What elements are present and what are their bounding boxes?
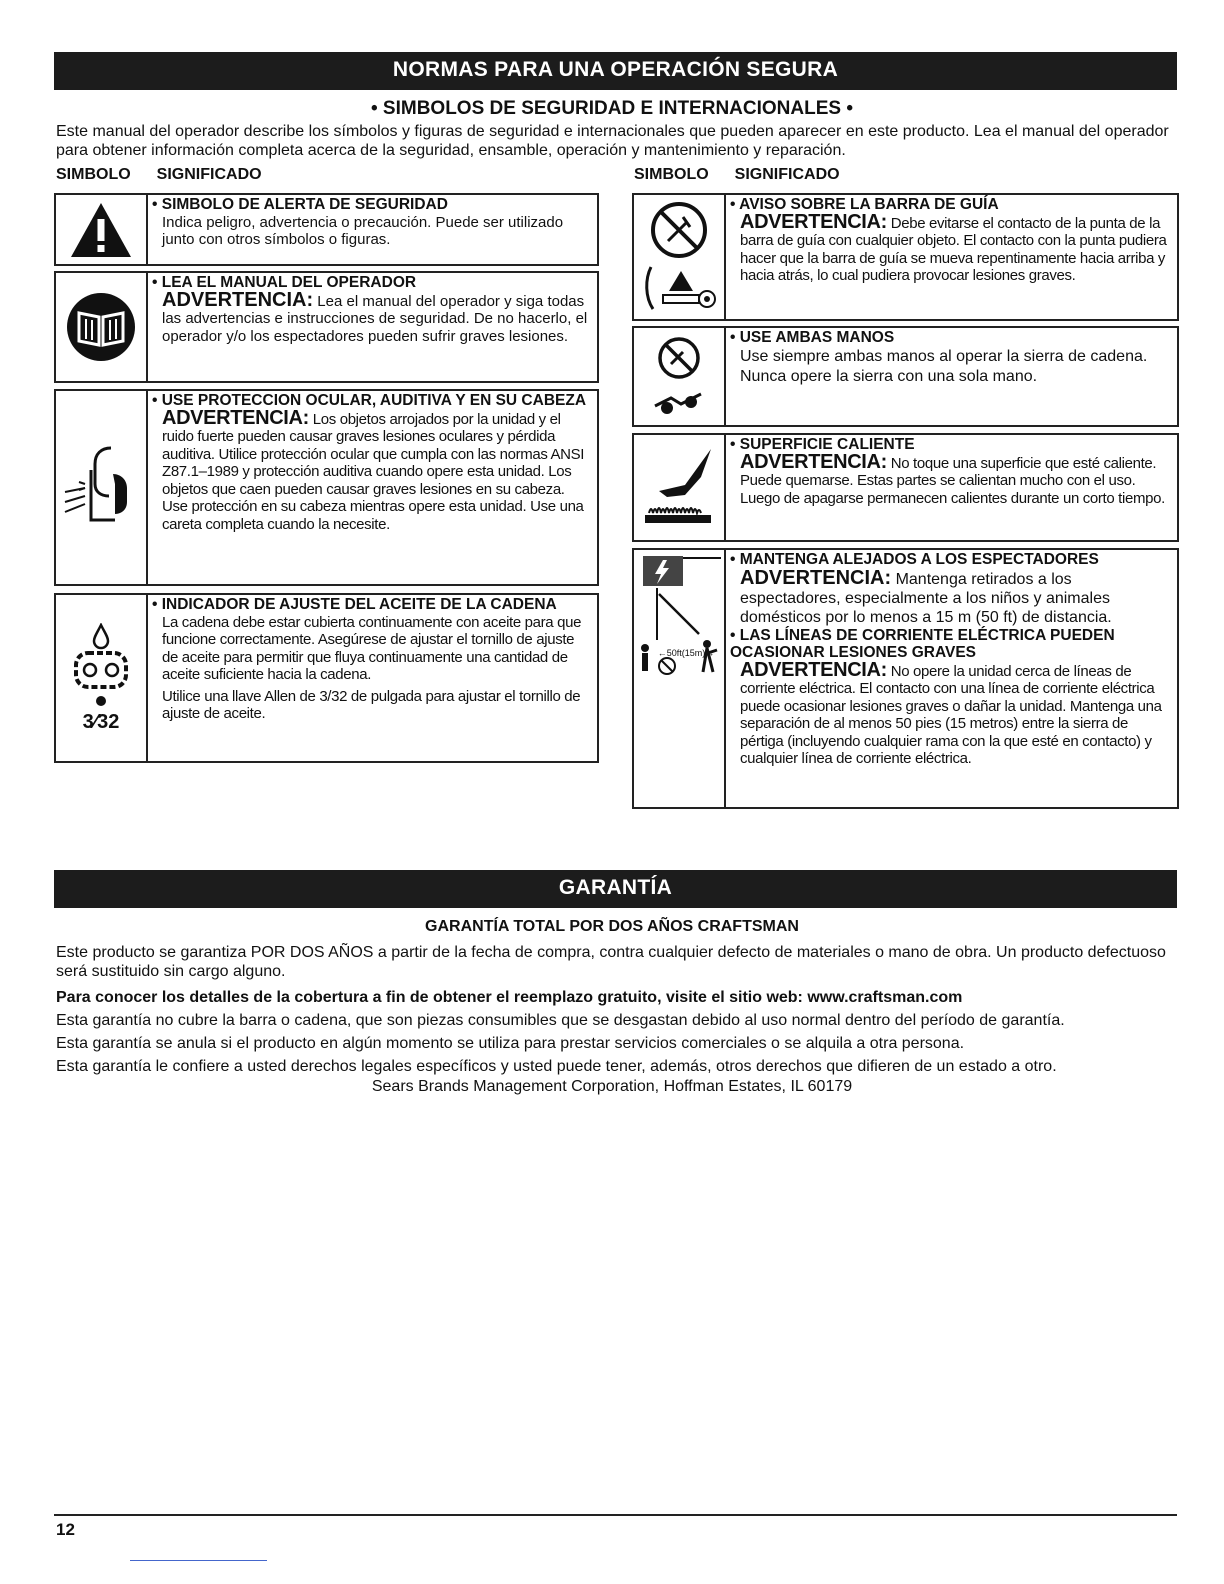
symbol-row-hot-surface (632, 433, 1179, 542)
col-symbol-label: SIMBOLO (634, 166, 709, 183)
item-text: Mantenga retirados a los espectadores, especialmente a los niños y animales domésticos por lo menos a 15 m (50 ft) de distancia. (740, 570, 1112, 626)
item-text: Indica peligro, advertencia o precaución. Puede ser utilizado junto con otros símbolos o figuras. (162, 213, 564, 248)
distance-label: ←50ft(15m)→ (657, 648, 715, 658)
symbol-row-safety-alert (54, 193, 599, 266)
col-meaning-label: SIGNIFICADO (734, 166, 840, 183)
symbol-row-chain-oil-adjustment (54, 593, 599, 763)
meaning-cell (148, 595, 597, 761)
kickback-warning-icon (641, 263, 717, 313)
warranty-paragraph-3: Esta garantía no cubre la barra o cadena, que son piezas consumibles que se desgastan debido al uso normal dentro del período de garantía. (56, 1012, 1065, 1029)
blue-rule (130, 1560, 267, 1561)
safety-banner (54, 52, 1177, 90)
item-text-2: Utilice una llave Allen de 3/32 de pulgada para ajustar el tornillo de ajuste de aceite. (162, 687, 581, 722)
meaning-cell (726, 550, 1177, 807)
symbol-cell (634, 550, 726, 807)
symbol-row-read-manual (54, 271, 599, 383)
symbol-cell (56, 195, 148, 264)
warning-label: ADVERTENCIA: (740, 450, 887, 473)
left-column-header (56, 166, 262, 184)
symbol-cell (56, 391, 148, 584)
symbol-row-bystanders-power-lines (632, 548, 1179, 809)
warranty-title: GARANTÍA TOTAL POR DOS AÑOS CRAFTSMAN (425, 918, 799, 935)
warranty-paragraph-1: Este producto se garantiza POR DOS AÑOS a partir de la fecha de compra, contra cualquier defecto de materiales o mano de obra. Un producto defectuoso será sustituido sin cargo alguno. (56, 944, 1166, 980)
symbol-row-guide-bar-notice (632, 193, 1179, 321)
intro-paragraph: Este manual del operador describe los símbolos y figuras de seguridad e internacionales que pueden aparecer en este producto. Lea el manual del operador para obtener información completa acerca de la seguridad, ensamble, operación y mantenimiento y reparación. (56, 123, 1169, 159)
warning-label: ADVERTENCIA: (740, 566, 892, 589)
two-hands-icon (651, 384, 707, 418)
symbol-cell (634, 195, 726, 319)
symbol-cell (634, 328, 726, 425)
read-manual-icon (65, 291, 137, 363)
meaning-cell (148, 273, 597, 381)
page-number: 12 (56, 1520, 75, 1539)
warning-label: ADVERTENCIA: (162, 406, 309, 429)
item-text: La cadena debe estar cubierta continuamente con aceite para que funcione correctamente. Asegúrese de ajustar el tornillo de ajuste de aceite para permitir que fluya continuamente una cantidad de aceite suficiente hacia la cadena. (162, 613, 582, 683)
safety-alert-icon (69, 201, 133, 259)
chain-oil-icon (70, 623, 132, 707)
warning-label: ADVERTENCIA: (740, 210, 887, 233)
meaning-cell (726, 435, 1177, 540)
no-one-hand-icon (655, 336, 703, 380)
item-text: Lea el manual del operador y siga todas las advertencias e instrucciones de seguridad. De no hacerlo, el operador y/o los espectadores pueden sufrir graves lesiones. (162, 292, 588, 345)
hot-surface-icon (641, 447, 717, 529)
item-title: • INDICADOR DE AJUSTE DEL ACEITE DE LA CADENA (152, 596, 593, 614)
item-text: Use siempre ambas manos al operar la sierra de cadena. Nunca opere la sierra con una sola mano. (740, 347, 1148, 385)
item-text: Debe evitarse el contacto de la punta de la barra de guía con cualquier objeto. El contacto con la punta pudiera hacer que la barra de guía se mueva repentinamente hacia arriba y hacia atrás, lo cual pudiera provocar lesiones graves. (740, 214, 1167, 284)
warranty-banner (54, 870, 1177, 908)
meaning-cell (726, 328, 1177, 425)
symbol-row-eye-ear-head-protection (54, 389, 599, 586)
symbol-cell (56, 273, 148, 381)
warranty-banner-title: GARANTÍA (543, 870, 688, 908)
meaning-cell (148, 391, 597, 584)
footer-divider (54, 1514, 1177, 1516)
item-title: • SUPERFICIE CALIENTE (730, 436, 1173, 454)
warranty-paragraph-4: Esta garantía se anula si el producto en algún momento se utiliza para prestar servicios comerciales o se alquila a otra persona. (56, 1035, 965, 1052)
warranty-company-address: Sears Brands Management Corporation, Hoffman Estates, IL 60179 (371, 1078, 853, 1095)
item-title: • SIMBOLO DE ALERTA DE SEGURIDAD (152, 196, 593, 214)
item-title: • USE PROTECCION OCULAR, AUDITIVA Y EN SU CABEZA (152, 392, 593, 410)
allen-key-size-label: 3⁄32 (82, 710, 120, 733)
item-title: • LEA EL MANUAL DEL OPERADOR (152, 274, 593, 292)
symbols-subtitle: • SIMBOLOS DE SEGURIDAD E INTERNACIONALES • (370, 98, 853, 119)
warning-label-2: ADVERTENCIA: (740, 658, 887, 681)
item-title-2: • LAS LÍNEAS DE CORRIENTE ELÉCTRICA PUEDEN OCASIONAR LESIONES GRAVES (730, 627, 1173, 662)
symbol-row-use-both-hands (632, 326, 1179, 427)
meaning-cell (726, 195, 1177, 319)
right-column-header (634, 166, 840, 184)
symbol-cell (634, 435, 726, 540)
no-tip-contact-icon (650, 201, 708, 259)
item-text: Los objetos arrojados por la unidad y el ruido fuerte pueden causar graves lesiones oculares y pérdida auditiva. Utilice protección ocular que cumpla con las normas ANSI Z87.1–1989 y protección auditiva cuando opere esta unidad. Los objetos que caen pueden causar graves lesiones en su cabeza. Use protección en su cabeza mientras opere esta unidad. Use una careta completa cuando la necesite. (162, 410, 585, 533)
col-meaning-label: SIGNIFICADO (156, 166, 262, 183)
item-text: No toque una superficie que esté caliente. Puede quemarse. Estas partes se calientan mucho con el uso. Luego de apagarse permanecen calientes durante un corto tiempo. (740, 454, 1165, 507)
meaning-cell (148, 195, 597, 264)
item-title: • MANTENGA ALEJADOS A LOS ESPECTADORES (730, 551, 1173, 569)
power-line-distance-icon (637, 554, 721, 684)
warranty-paragraph-5: Esta garantía le confiere a usted derechos legales específicos y usted puede tener, además, otros derechos que difieren de un estado a otro. (56, 1058, 1057, 1075)
warranty-paragraph-2: Para conocer los detalles de la cobertura a fin de obtener el reemplazo gratuito, visite el sitio web: www.craftsman.com (56, 989, 963, 1006)
safety-banner-title: NORMAS PARA UNA OPERACIÓN SEGURA (377, 52, 854, 90)
face-shield-icon (61, 440, 141, 536)
warning-label: ADVERTENCIA: (162, 288, 314, 311)
symbol-cell (56, 595, 148, 761)
col-symbol-label: SIMBOLO (56, 166, 131, 183)
item-title: • AVISO SOBRE LA BARRA DE GUÍA (730, 196, 1173, 214)
item-title: • USE AMBAS MANOS (730, 329, 1173, 347)
item-text-2: No opere la unidad cerca de líneas de corriente eléctrica. El contacto con una línea de corriente eléctrica puede ocasionar lesiones graves o dañar la unidad. Mantenga una separación de al menos 50 pies (15 metros) entre la sierra de pértiga (incluyendo cualquier rama con la que esté en contacto) y cualquier línea de corriente eléctrica. (740, 662, 1162, 767)
